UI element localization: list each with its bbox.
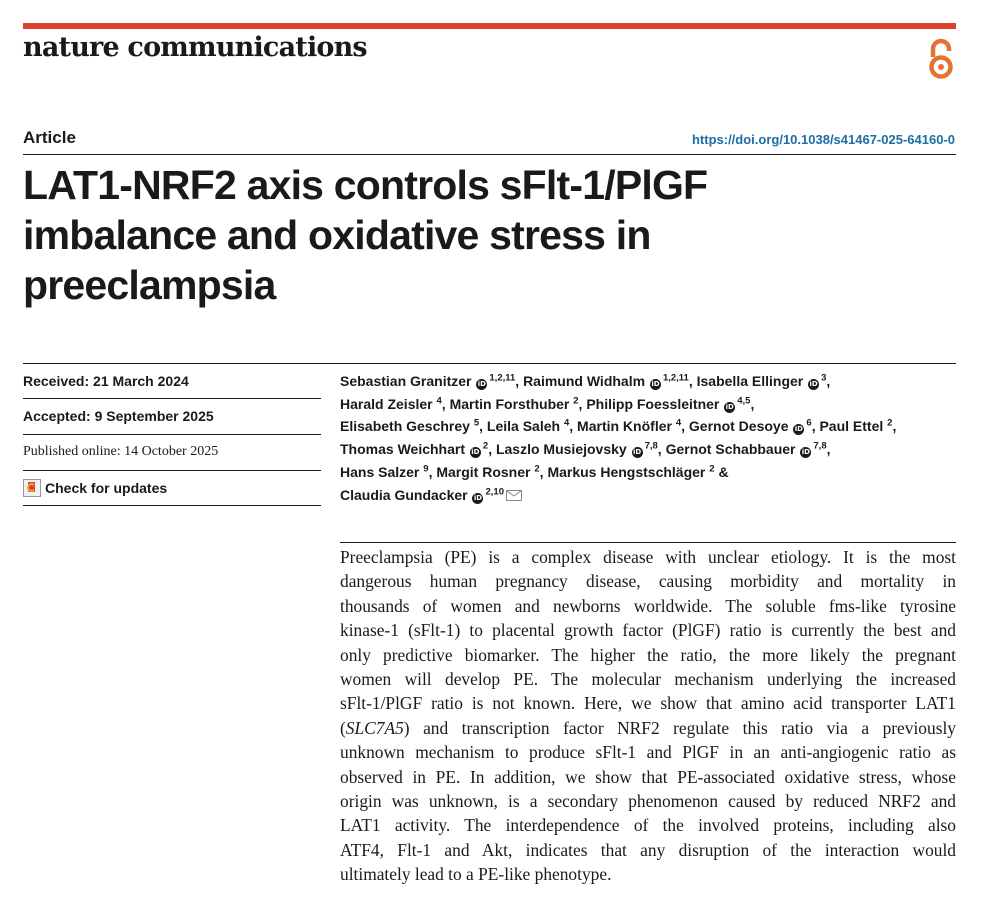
published-date: Published online: 14 October 2025: [23, 444, 219, 459]
author[interactable]: [340, 396, 442, 412]
orcid-icon[interactable]: iD: [801, 448, 810, 457]
author-name: Gernot Desoye: [688, 418, 789, 435]
author[interactable]: [436, 464, 539, 480]
accepted-date: Accepted: 9 September 2025: [23, 408, 214, 424]
abstract-line: sFlt-1/PlGF ratio is not known. Here, we show that amino acid transporter LAT1: [340, 693, 956, 714]
orcid-icon[interactable]: iD: [651, 380, 660, 388]
affiliation-marker: 1,2,11: [489, 372, 516, 384]
author[interactable]: [487, 418, 569, 434]
abstract-line: ATF4, Flt-1 and Akt, indicates that any disruption of the interaction would: [340, 839, 956, 860]
divider: [340, 542, 956, 543]
author-name: Laszlo Musiejovsky: [495, 441, 627, 458]
affiliation-marker: 6: [806, 417, 812, 429]
check-for-updates-link[interactable]: [23, 471, 321, 506]
orcid-icon[interactable]: iD: [725, 402, 734, 411]
affiliation-marker: 2: [573, 395, 579, 407]
affiliation-marker: 2: [709, 463, 715, 475]
author[interactable]: [523, 373, 689, 389]
affiliation-marker: 2: [482, 440, 489, 452]
author-name: Hans Salzer: [340, 463, 420, 480]
divider: [23, 154, 956, 155]
author[interactable]: [340, 373, 515, 389]
affiliation-marker: 4: [436, 395, 442, 407]
orcid-icon[interactable]: iD: [632, 448, 642, 457]
abstract: [340, 545, 956, 887]
journal-header-bar: [23, 23, 956, 29]
article-title: [23, 160, 923, 310]
author[interactable]: [340, 464, 429, 480]
journal-name[interactable]: nature communications: [23, 32, 367, 63]
author-name: Raimund Widhalm: [523, 373, 646, 389]
affiliation-marker: 9: [423, 463, 429, 475]
author-name: Claudia Gundacker: [340, 486, 468, 503]
affiliation-marker: 2,10: [485, 485, 504, 497]
abstract-line: LAT1 activity. The interdependence of the involved proteins, including also: [340, 815, 956, 836]
title-line: LAT1-NRF2 axis controls sFlt-1/PlGF: [23, 162, 708, 208]
affiliation-marker: 4,5: [737, 395, 751, 407]
orcid-icon[interactable]: iD: [794, 425, 803, 434]
orcid-icon[interactable]: iD: [477, 380, 486, 388]
author[interactable]: [547, 464, 714, 480]
abstract-line: Preeclampsia (PE) is a complex disease with unclear etiology. It is the most: [340, 547, 956, 567]
affiliation-marker: 4: [563, 417, 570, 429]
author-name: Martin Forsthuber: [449, 395, 570, 412]
open-access-icon[interactable]: [925, 37, 957, 79]
abstract-line: observed in PE. In addition, we show that PE-associated oxidative stress, whose: [340, 766, 956, 787]
author[interactable]: [689, 418, 812, 434]
affiliation-marker: 2: [534, 463, 540, 475]
abstract-line: women will develop PE. The molecular mechanism underlying the increased: [340, 669, 956, 690]
author-name: Margit Rosner: [436, 463, 531, 480]
abstract-line: unknown mechanism to produce sFlt-1 and PlGF in an anti-angiogenic ratio as: [340, 742, 956, 763]
abstract-line: dangerous human pregnancy disease, causing morbidity and mortality in: [340, 571, 956, 592]
author[interactable]: [577, 418, 681, 434]
orcid-icon[interactable]: iD: [471, 448, 480, 457]
affiliation-marker: 5: [473, 417, 480, 429]
author-name: Harald Zeisler: [340, 395, 433, 412]
affiliation-marker: 7,8: [644, 440, 658, 452]
received-date: Received: 21 March 2024: [23, 373, 189, 389]
email-icon[interactable]: [506, 490, 522, 501]
author-name: Elisabeth Geschrey: [340, 418, 470, 435]
author-name: Martin Knöfler: [577, 418, 672, 435]
author-name: Philipp Foessleitner: [586, 395, 720, 412]
affiliation-marker: 4: [675, 417, 682, 429]
author-name: Thomas Weichhart: [340, 441, 465, 458]
orcid-icon[interactable]: iD: [809, 380, 818, 388]
affiliation-marker: 2: [887, 417, 893, 429]
check-for-updates-label: Check for updates: [45, 480, 168, 496]
author-name: Gernot Schabbauer: [665, 441, 796, 458]
doi-link[interactable]: https://doi.org/10.1038/s41467-025-64160-0: [691, 132, 955, 147]
author-name: Isabella Ellinger: [696, 373, 804, 389]
author[interactable]: [450, 396, 579, 412]
title-line: imbalance and oxidative stress in: [23, 212, 651, 258]
abstract-line: kinase-1 (sFlt-1) to placental growth factor (PlGF) ratio is currently the best and: [340, 620, 956, 641]
author-list: Sebastian Granitzer iD$^{1,2,11}$, Raimund Widhalm iD$^{1,2,11}$, Isabella Ellinger $iD^3$, Harald Zeisler $^4$, Martin Forsthuber $^2$, Philipp Foessleitner iD$^{4,5}$, Elisabeth Geschrey $^5$, Leila Saleh $^4$, Martin Knöfler $^4$, Gernot Desoye $iD^6$, Paul Ettel $^2$, Thomas Weichhart $iD^2$, Laszlo Musiejovsky iD$^{7,8}$, Gernot Schabbauer iD$^{7,8}$, Hans Salzer $^9$, Margit Rosner $^2$, Markus Hengstschläger $^2$ & Claudia Gundacker iD$^{2,10}$: [340, 372, 897, 503]
abstract-line: only predictive biomarker. The higher the ratio, the more likely the pregnant: [340, 644, 956, 665]
abstract-line: (SLC7A5) and transcription factor NRF2 regulate this ratio via a previously: [340, 717, 956, 738]
author[interactable]: [586, 396, 750, 412]
affiliation-marker: 1,2,11: [662, 372, 689, 384]
abstract-line: ultimately lead to a PE-like phenotype.: [340, 864, 612, 885]
author[interactable]: [340, 441, 488, 457]
author[interactable]: [819, 418, 892, 434]
author[interactable]: [496, 441, 658, 457]
author[interactable]: [340, 418, 479, 434]
abstract-line: origin was unknown, is a secondary phenomenon caused by reduced NRF2 and: [340, 791, 956, 812]
author[interactable]: [340, 487, 522, 503]
article-type: Article: [23, 128, 76, 147]
check-for-updates-icon: [23, 479, 41, 497]
abstract-line: thousands of women and newborns worldwide. The soluble fms-like tyrosine: [340, 595, 956, 616]
author-name: Leila Saleh: [486, 418, 561, 435]
author-name: Paul Ettel: [819, 418, 884, 435]
title-line: preeclampsia: [23, 262, 276, 308]
author-name: Sebastian Granitzer: [340, 373, 472, 389]
author[interactable]: [697, 373, 827, 389]
affiliation-marker: 3: [821, 372, 827, 384]
orcid-icon[interactable]: iD: [473, 493, 483, 502]
author[interactable]: [666, 441, 827, 457]
affiliation-marker: 7,8: [813, 440, 827, 452]
author-name: Markus Hengstschläger: [547, 463, 706, 480]
article-history: [23, 364, 321, 506]
